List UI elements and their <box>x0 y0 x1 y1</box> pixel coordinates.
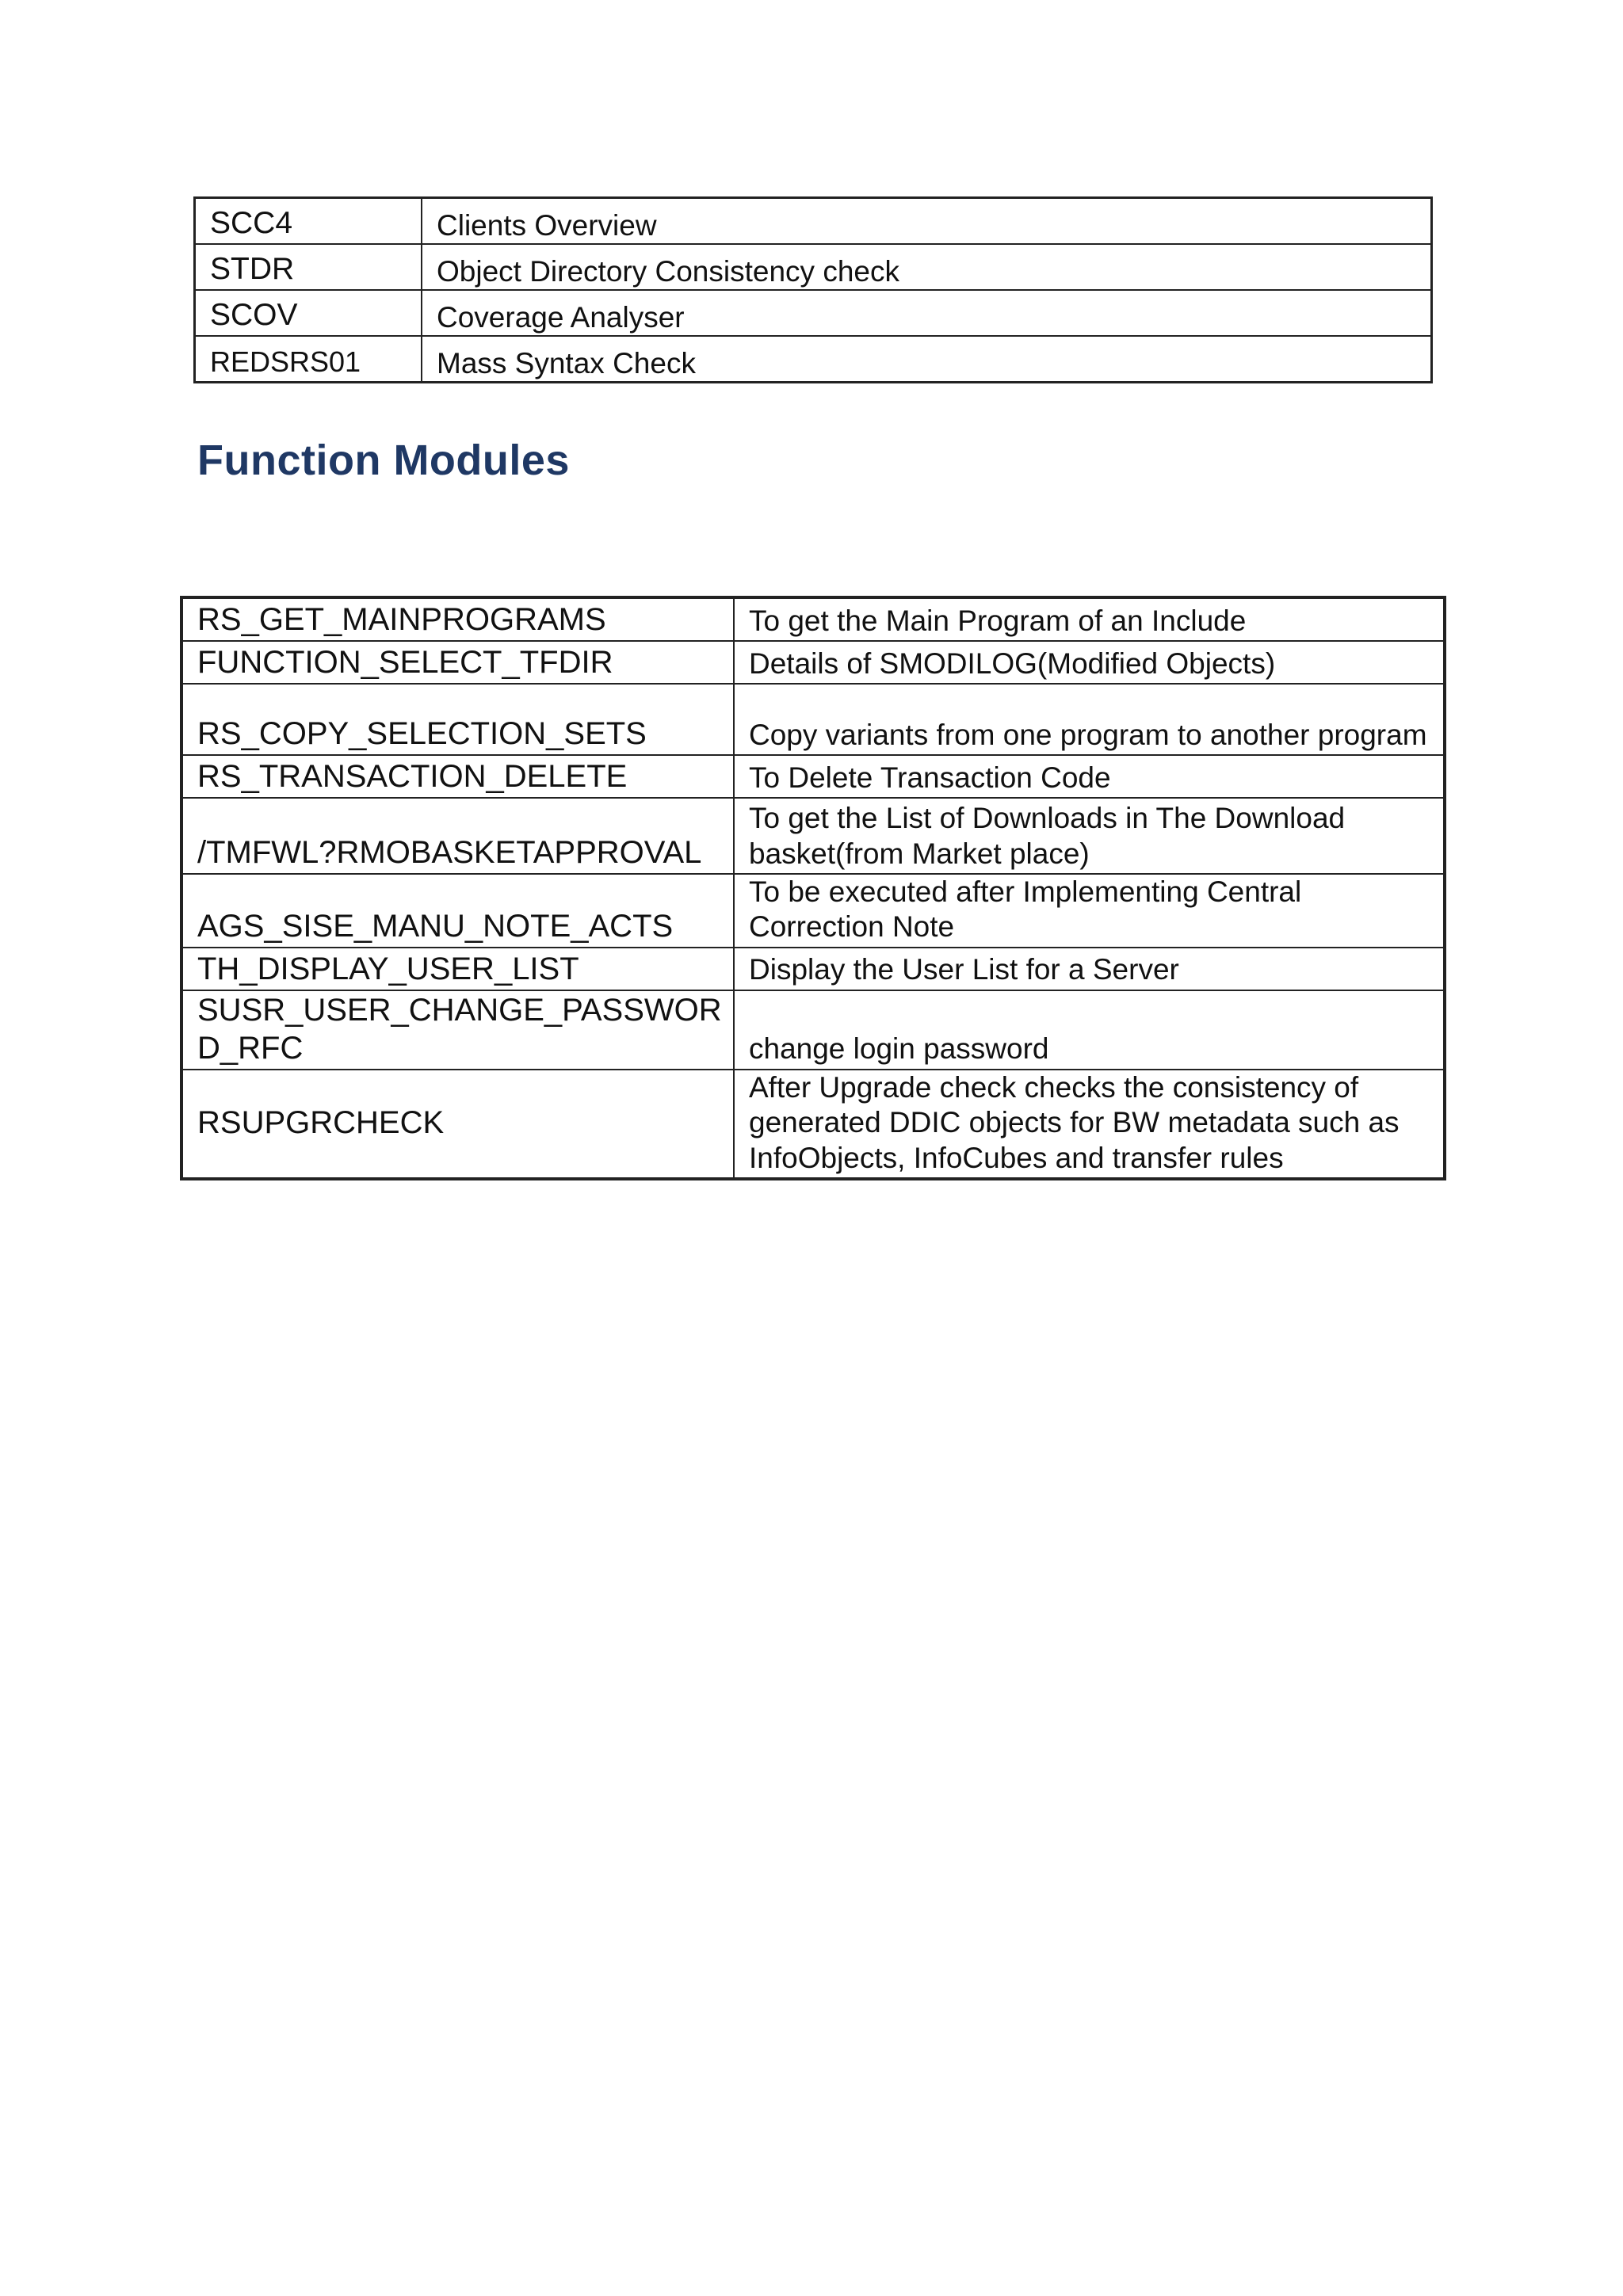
table-row <box>181 1070 1445 1179</box>
table-row <box>181 798 1445 874</box>
function-module-description-cell: To get the List of Downloads in The Download basket(from Market place) <box>734 798 1445 874</box>
function-module-name-cell: RS_GET_MAINPROGRAMS <box>181 597 734 641</box>
table-row <box>181 948 1445 990</box>
function-module-name-cell: TH_DISPLAY_USER_LIST <box>181 948 734 990</box>
function-module-description-cell: Copy variants from one program to another program <box>734 684 1445 755</box>
tcode-cell: REDSRS01 <box>195 336 422 383</box>
function-module-description-cell: Display the User List for a Server <box>734 948 1445 990</box>
table-row <box>195 198 1432 245</box>
function-module-name-cell: RS_TRANSACTION_DELETE <box>181 755 734 798</box>
table-row <box>181 755 1445 798</box>
table-row <box>181 597 1445 641</box>
function-module-description-cell: To get the Main Program of an Include <box>734 597 1445 641</box>
function-module-name-cell: RSUPGRCHECK <box>181 1070 734 1179</box>
function-module-name-cell: RS_COPY_SELECTION_SETS <box>181 684 734 755</box>
table-row <box>181 684 1445 755</box>
section-heading: Function Modules <box>197 437 570 484</box>
tcode-description-cell: Clients Overview <box>422 198 1432 245</box>
tcode-cell: SCC4 <box>195 198 422 245</box>
table-row <box>195 290 1432 336</box>
table-row <box>181 874 1445 948</box>
table-row <box>181 990 1445 1070</box>
transaction-code-table <box>193 196 1433 383</box>
table-row <box>195 336 1432 383</box>
function-module-name-cell: FUNCTION_SELECT_TFDIR <box>181 641 734 684</box>
function-module-description-cell: Details of SMODILOG(Modified Objects) <box>734 641 1445 684</box>
function-module-description-cell: change login password <box>734 990 1445 1070</box>
tcode-cell: STDR <box>195 244 422 290</box>
function-module-description-cell: To Delete Transaction Code <box>734 755 1445 798</box>
function-module-name-cell: SUSR_USER_CHANGE_PASSWORD_RFC <box>181 990 734 1070</box>
function-module-description-cell: After Upgrade check checks the consistency of generated DDIC objects for BW metadata such as InfoObjects, InfoCubes and transfer rules <box>734 1070 1445 1179</box>
tcode-cell: SCOV <box>195 290 422 336</box>
tcode-description-cell: Coverage Analyser <box>422 290 1432 336</box>
function-modules-table <box>180 596 1446 1180</box>
table-row <box>181 641 1445 684</box>
tcode-description-cell: Mass Syntax Check <box>422 336 1432 383</box>
function-module-name-cell: AGS_SISE_MANU_NOTE_ACTS <box>181 874 734 948</box>
tcode-description-cell: Object Directory Consistency check <box>422 244 1432 290</box>
function-module-name-cell: /TMFWL?RMOBASKETAPPROVAL <box>181 798 734 874</box>
function-module-description-cell: To be executed after Implementing Central Correction Note <box>734 874 1445 948</box>
table-row <box>195 244 1432 290</box>
